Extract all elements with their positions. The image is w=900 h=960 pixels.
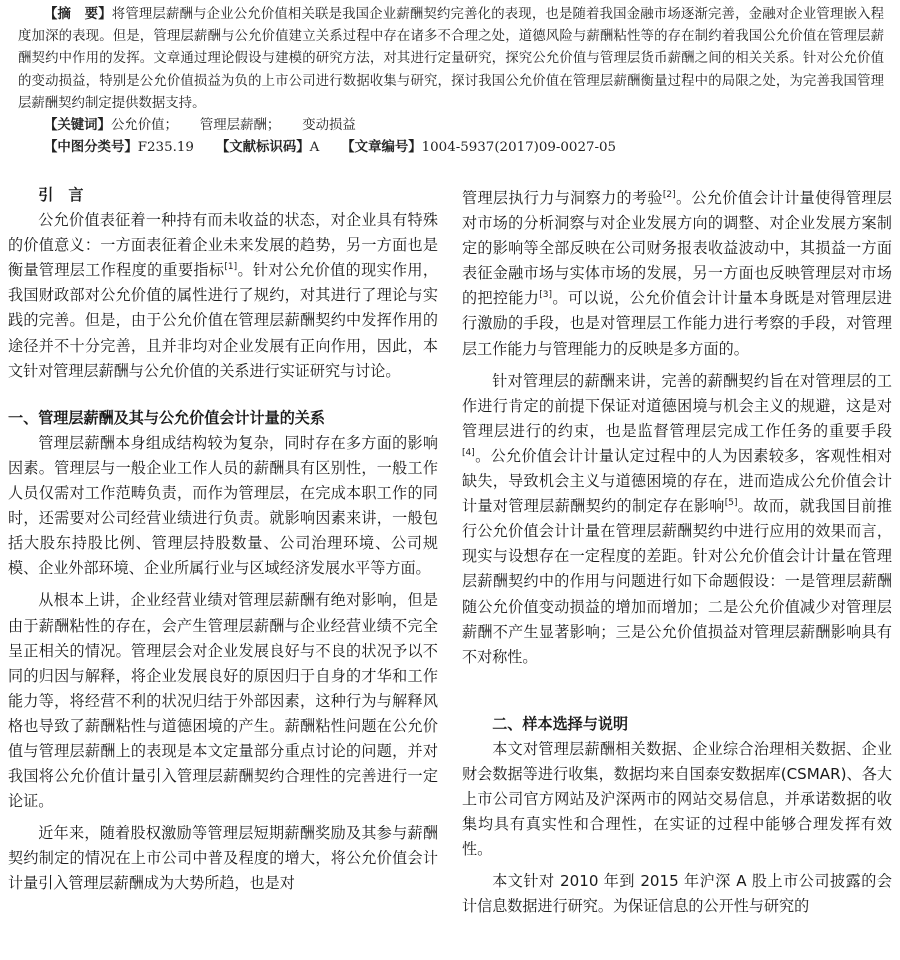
article-no-value: 1004-5937(2017)09-0027-05	[421, 140, 617, 156]
left-column	[8, 183, 438, 897]
keyword-2: 管理层薪酬；	[199, 118, 281, 134]
section2-heading: 二、样本选择与说明	[492, 714, 629, 733]
intro-paragraph	[8, 208, 438, 384]
right-p1-text-a: 管理层执行力与洞察力的考验	[462, 189, 663, 207]
intro-heading: 引 言	[38, 186, 84, 204]
right-p2-text-a: 针对管理层的薪酬来讲，完善的薪酬契约旨在对管理层的工作进行肯定的前提下保证对道德困境与机会主义的规避，这是对管理层进行的约束，也是监督管理层完成工作任务的重要手段	[462, 371, 892, 440]
right-p1-text-c: 。可以说，公允价值会计计量本身既是对管理层进行激励的手段，也是对管理层工作能力进行考察的手段，对管理层工作能力与管理能力的反映是多方面的。	[462, 289, 892, 358]
abstract-label: 【摘 要】	[44, 7, 112, 22]
right-p2-text-b: 。公允价值会计计量认定过程中的人为因素较多，客观性相对缺失，导致机会主义与道德困境的存在，进而造成公允价值会计计量对管理层薪酬契约的制定存在影响	[462, 446, 892, 516]
section2-paragraph-2: 本文针对 2010 年到 2015 年沪深 A 股上市公司披露的会计信息数据进行研究。为保证信息的公开性与研究的	[462, 872, 892, 916]
section1-paragraph-1: 管理层薪酬本身组成结构较为复杂，同时存在多方面的影响因素。管理层与一般企业工作人员的薪酬具有区别性，一般工作人员仅需对工作范畴负责，而作为管理层，在完成本职工作的同时，还需要对公司经营业绩进行负责。就影响因素来讲，一般包括大股东持股比例、管理层持股数量、公司治理环境、公司规模、企业外部环境、企业所属行业与区域经济发展水平等方面。	[8, 433, 438, 578]
right-p2-text-c: 。故而，就我国目前推行公允价值会计计量在管理层薪酬契约中进行应用的效果而言，现实与设想存在一定程度的差距。针对公允价值会计计量在管理层薪酬契约中的作用与问题进行如下命题假设：一是管理层薪酬随公允价值变动损益的增加而增加；二是公允价值减少对管理层薪酬不产生显著影响；三是公允价值损益对管理层薪酬影响具有不对称性。	[462, 497, 892, 666]
abstract-block	[18, 4, 884, 159]
keyword-3: 变动损益	[302, 118, 356, 134]
doc-code-label: 【文献标识码】	[215, 140, 310, 156]
section1-heading: 一、管理层薪酬及其与公允价值会计计量的关系	[8, 408, 325, 427]
intro-text-b: 。针对公允价值的现实作用，我国财政部对公允价值的属性进行了规约，对其进行了理论与实践的完善。但是，由于公允价值在管理层薪酬契约中发挥作用的途径并不十分完善，且并非均对企业发展有正向作用，因此，本文针对管理层薪酬与公允价值的关系进行实证研究与讨论。	[8, 261, 438, 380]
citation-4: [4]	[462, 447, 475, 458]
classification-line	[18, 137, 884, 159]
citation-2: [2]	[662, 189, 676, 200]
citation-5: [5]	[724, 498, 738, 509]
clc-value: F235.19	[137, 140, 194, 156]
keyword-1: 公允价值；	[110, 118, 178, 134]
section1-paragraph-2: 从根本上讲，企业经营业绩对管理层薪酬有绝对影响，但是由于薪酬粘性的存在，会产生管理层薪酬与企业经营业绩不完全呈正相关的情况。管理层会对企业发展良好与不良的状况予以不同的归因与解释，将企业发展良好的原因归于自身的才华和工作能力等，将经营不利的状况归结于外部因素，这种行为与解释风格也导致了薪酬粘性与道德困境的产生。薪酬粘性问题在公允价值与管理层薪酬上的表现是本文定量部分重点讨论的问题，并对我国将公允价值计量引入管理层薪酬契约合理性的完善进行一定论证。	[8, 591, 438, 811]
right-paragraph-1	[462, 186, 892, 362]
intro-text-a: 公允价值表征着一种持有而未收益的状态，对企业具有特殊的价值意义：一方面表征着企业未来发展的趋势，另一方面也是衡量管理层工作程度的重要指标	[8, 211, 438, 280]
right-paragraph-2	[462, 369, 892, 670]
keywords-line	[18, 115, 884, 137]
doc-code-value: A	[309, 140, 320, 156]
clc-label: 【中图分类号】	[44, 140, 138, 156]
abstract-text: 将管理层薪酬与企业公允价值相关联是我国企业薪酬契约完善化的表现，也是随着我国金融市场逐渐完善，金融对企业管理嵌入程度加深的表现。但是，管理层薪酬与公允价值建立关系过程中存在诸多不合理之处，道德风险与薪酬粘性等的存在制约着我国公允价值在管理层薪酬契约中作用的发挥。文章通过理论假设与建模的研究方法，对其进行定量研究，探究公允价值与管理层货币薪酬之间的相关关系。针对公允价值的变动损益，特别是公允价值损益为负的上市公司进行数据收集与研究，探讨我国公允价值在管理层薪酬衡量过程中的局限之处，为完善我国管理层薪酬契约制定提供数据支持。	[18, 7, 885, 111]
abstract-paragraph	[18, 4, 884, 115]
citation-3: [3]	[539, 290, 553, 301]
article-no-label: 【文章编号】	[341, 140, 422, 156]
section2-paragraph-1: 本文对管理层薪酬相关数据、企业综合治理相关数据、企业财会数据等进行收集，数据均来自国泰安数据库(CSMAR)、各大上市公司官方网站及沪深两市的网站交易信息，并承诺数据的收集均具有真实性和合理性，在实证的过程中能够合理发挥有效性。	[462, 739, 892, 859]
right-p1-text-b: 。公允价值会计计量使得管理层对市场的分析洞察与对企业发展方向的调整、对企业发展方案制定的影响等全部反映在公司财务报表收益波动中，其损益一方面表征金融市场与实体市场的发展，另一方面也反映管理层对市场的把控能力	[462, 189, 892, 308]
right-column	[462, 186, 892, 920]
keywords-label: 【关键词】	[44, 118, 111, 134]
section1-paragraph-3: 近年来，随着股权激励等管理层短期薪酬奖励及其参与薪酬契约制定的情况在上市公司中普及程度的增大，将公允价值会计计量引入管理层薪酬成为大势所趋，也是对	[8, 824, 438, 893]
citation-1: [1]	[224, 262, 238, 273]
